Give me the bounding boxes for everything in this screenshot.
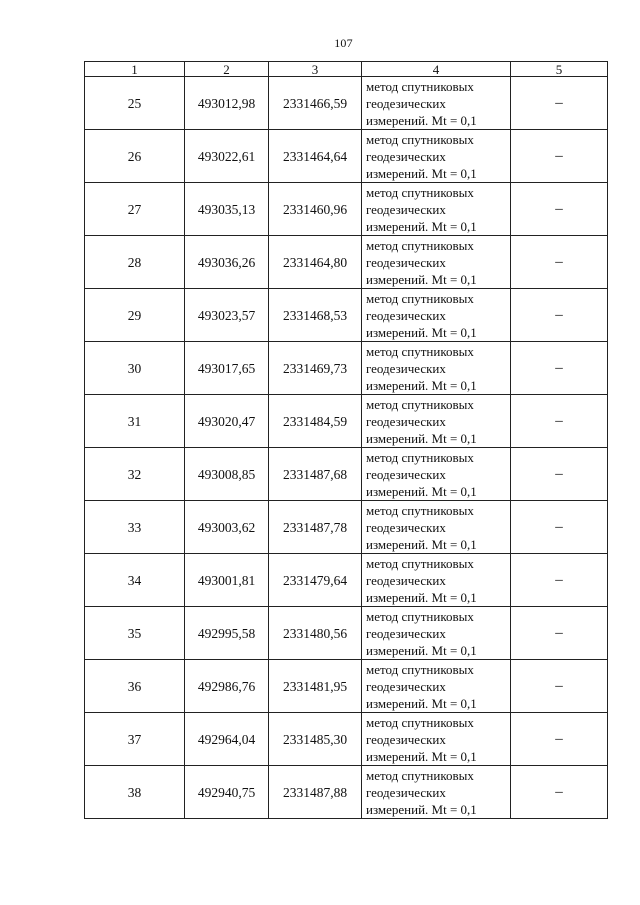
note-cell: – xyxy=(511,766,608,819)
y-coordinate-cell: 2331485,30 xyxy=(269,713,362,766)
table-row xyxy=(85,713,608,766)
method-cell xyxy=(362,554,511,607)
method-cell xyxy=(362,289,511,342)
method-line: геодезических xyxy=(366,201,446,217)
note-cell: – xyxy=(511,607,608,660)
method-line: метод спутниковых xyxy=(366,661,474,677)
method-line: метод спутниковых xyxy=(366,396,474,412)
table-row xyxy=(85,130,608,183)
note-cell: – xyxy=(511,660,608,713)
method-cell xyxy=(362,77,511,130)
note-cell: – xyxy=(511,130,608,183)
x-coordinate-cell: 492986,76 xyxy=(185,660,269,713)
y-coordinate-cell: 2331487,78 xyxy=(269,501,362,554)
y-coordinate-cell: 2331469,73 xyxy=(269,342,362,395)
method-line: геодезических xyxy=(366,413,446,429)
point-number-cell: 28 xyxy=(85,236,185,289)
table-row xyxy=(85,448,608,501)
method-line: геодезических xyxy=(366,148,446,164)
method-line: измерений. Mt = 0,1 xyxy=(366,165,477,181)
method-line: измерений. Mt = 0,1 xyxy=(366,271,477,287)
point-number-cell: 34 xyxy=(85,554,185,607)
method-line: метод спутниковых xyxy=(366,290,474,306)
x-coordinate-cell: 493008,85 xyxy=(185,448,269,501)
method-line: метод спутниковых xyxy=(366,714,474,730)
note-cell: – xyxy=(511,501,608,554)
note-cell: – xyxy=(511,713,608,766)
note-cell: – xyxy=(511,289,608,342)
table-row xyxy=(85,395,608,448)
column-header-2: 2 xyxy=(185,62,269,77)
method-line: измерений. Mt = 0,1 xyxy=(366,695,477,711)
y-coordinate-cell: 2331479,64 xyxy=(269,554,362,607)
y-coordinate-cell: 2331480,56 xyxy=(269,607,362,660)
method-line: геодезических xyxy=(366,731,446,747)
table-row xyxy=(85,766,608,819)
point-number-cell: 31 xyxy=(85,395,185,448)
note-cell: – xyxy=(511,342,608,395)
x-coordinate-cell: 492940,75 xyxy=(185,766,269,819)
point-number-cell: 37 xyxy=(85,713,185,766)
table-row xyxy=(85,554,608,607)
method-line: измерений. Mt = 0,1 xyxy=(366,589,477,605)
point-number-cell: 30 xyxy=(85,342,185,395)
note-cell: – xyxy=(511,77,608,130)
y-coordinate-cell: 2331468,53 xyxy=(269,289,362,342)
method-line: метод спутниковых xyxy=(366,237,474,253)
table-row xyxy=(85,183,608,236)
column-header-4: 4 xyxy=(362,62,511,77)
method-cell xyxy=(362,130,511,183)
point-number-cell: 35 xyxy=(85,607,185,660)
point-number-cell: 27 xyxy=(85,183,185,236)
point-number-cell: 36 xyxy=(85,660,185,713)
method-line: геодезических xyxy=(366,95,446,111)
x-coordinate-cell: 493020,47 xyxy=(185,395,269,448)
point-number-cell: 25 xyxy=(85,77,185,130)
table-row xyxy=(85,236,608,289)
table-row xyxy=(85,289,608,342)
method-line: метод спутниковых xyxy=(366,184,474,200)
method-cell xyxy=(362,713,511,766)
x-coordinate-cell: 493036,26 xyxy=(185,236,269,289)
table-body xyxy=(85,77,608,819)
x-coordinate-cell: 493035,13 xyxy=(185,183,269,236)
page-number: 107 xyxy=(334,36,353,50)
method-cell xyxy=(362,448,511,501)
x-coordinate-cell: 493023,57 xyxy=(185,289,269,342)
y-coordinate-cell: 2331464,80 xyxy=(269,236,362,289)
method-line: измерений. Mt = 0,1 xyxy=(366,536,477,552)
y-coordinate-cell: 2331484,59 xyxy=(269,395,362,448)
method-line: измерений. Mt = 0,1 xyxy=(366,377,477,393)
x-coordinate-cell: 492964,04 xyxy=(185,713,269,766)
y-coordinate-cell: 2331487,88 xyxy=(269,766,362,819)
method-line: метод спутниковых xyxy=(366,78,474,94)
y-coordinate-cell: 2331464,64 xyxy=(269,130,362,183)
column-header-3: 3 xyxy=(269,62,362,77)
method-line: геодезических xyxy=(366,572,446,588)
x-coordinate-cell: 493001,81 xyxy=(185,554,269,607)
table-row xyxy=(85,342,608,395)
method-cell xyxy=(362,660,511,713)
table-row xyxy=(85,77,608,130)
x-coordinate-cell: 492995,58 xyxy=(185,607,269,660)
x-coordinate-cell: 493012,98 xyxy=(185,77,269,130)
method-line: измерений. Mt = 0,1 xyxy=(366,642,477,658)
point-number-cell: 26 xyxy=(85,130,185,183)
method-line: метод спутниковых xyxy=(366,343,474,359)
point-number-cell: 32 xyxy=(85,448,185,501)
method-cell xyxy=(362,607,511,660)
method-line: метод спутниковых xyxy=(366,608,474,624)
method-line: геодезических xyxy=(366,307,446,323)
point-number-cell: 33 xyxy=(85,501,185,554)
method-line: измерений. Mt = 0,1 xyxy=(366,430,477,446)
note-cell: – xyxy=(511,554,608,607)
table-header-row xyxy=(85,62,608,77)
method-cell xyxy=(362,766,511,819)
note-cell: – xyxy=(511,236,608,289)
note-cell: – xyxy=(511,448,608,501)
method-line: геодезических xyxy=(366,519,446,535)
method-line: измерений. Mt = 0,1 xyxy=(366,112,477,128)
x-coordinate-cell: 493017,65 xyxy=(185,342,269,395)
method-cell xyxy=(362,236,511,289)
method-line: геодезических xyxy=(366,360,446,376)
table-row xyxy=(85,501,608,554)
method-cell xyxy=(362,183,511,236)
note-cell: – xyxy=(511,183,608,236)
point-number-cell: 29 xyxy=(85,289,185,342)
y-coordinate-cell: 2331487,68 xyxy=(269,448,362,501)
method-line: метод спутниковых xyxy=(366,502,474,518)
table-row xyxy=(85,660,608,713)
method-line: метод спутниковых xyxy=(366,767,474,783)
column-header-1: 1 xyxy=(85,62,185,77)
method-line: измерений. Mt = 0,1 xyxy=(366,801,477,817)
method-cell xyxy=(362,501,511,554)
x-coordinate-cell: 493003,62 xyxy=(185,501,269,554)
method-line: геодезических xyxy=(366,784,446,800)
method-line: измерений. Mt = 0,1 xyxy=(366,748,477,764)
method-line: геодезических xyxy=(366,678,446,694)
method-cell xyxy=(362,342,511,395)
coordinates-table xyxy=(84,61,608,819)
method-line: геодезических xyxy=(366,625,446,641)
point-number-cell: 38 xyxy=(85,766,185,819)
y-coordinate-cell: 2331460,96 xyxy=(269,183,362,236)
method-line: метод спутниковых xyxy=(366,131,474,147)
x-coordinate-cell: 493022,61 xyxy=(185,130,269,183)
method-cell xyxy=(362,395,511,448)
method-line: геодезических xyxy=(366,466,446,482)
y-coordinate-cell: 2331481,95 xyxy=(269,660,362,713)
method-line: измерений. Mt = 0,1 xyxy=(366,324,477,340)
method-line: метод спутниковых xyxy=(366,555,474,571)
table-row xyxy=(85,607,608,660)
method-line: метод спутниковых xyxy=(366,449,474,465)
note-cell: – xyxy=(511,395,608,448)
column-header-5: 5 xyxy=(511,62,608,77)
y-coordinate-cell: 2331466,59 xyxy=(269,77,362,130)
method-line: измерений. Mt = 0,1 xyxy=(366,218,477,234)
method-line: геодезических xyxy=(366,254,446,270)
method-line: измерений. Mt = 0,1 xyxy=(366,483,477,499)
